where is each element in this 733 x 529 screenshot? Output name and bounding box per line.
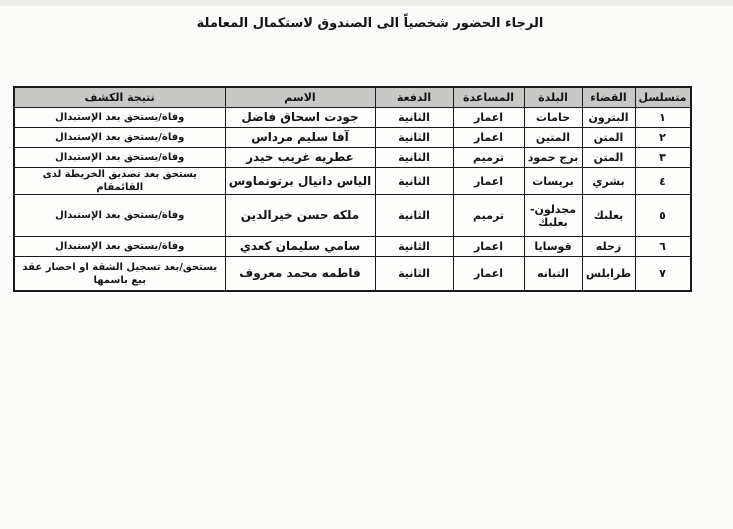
header-district: القضاء: [582, 87, 635, 108]
cell-name: سامي سليمان كعدي: [225, 237, 375, 257]
table-row: [14, 237, 691, 257]
cell-serial: ٧: [635, 257, 691, 292]
cell-aid-type: اعمار: [453, 168, 524, 195]
cell-district: بعلبك: [582, 195, 635, 237]
cell-aid-type: اعمار: [453, 108, 524, 128]
header-batch: الدفعة: [375, 87, 453, 108]
cell-town: قوسايا: [524, 237, 582, 257]
document-title: الرجاء الحضور شخصياً الى الصندوق لاستكمال المعاملة: [196, 16, 544, 31]
cell-name: آفا سليم مرداس: [225, 128, 375, 148]
header-name: الاسم: [225, 87, 375, 108]
cell-district: طرابلس: [582, 257, 635, 292]
cell-serial: ٥: [635, 195, 691, 237]
cell-name: ملكه حسن خيرالدين: [225, 195, 375, 237]
cell-result: وفاة/يستحق بعد الإستبدال: [14, 148, 225, 168]
header-result: نتيجة الكشف: [14, 87, 225, 108]
cell-serial: ٤: [635, 168, 691, 195]
cell-town: المتين: [524, 128, 582, 148]
cell-result: وفاة/يستحق بعد الإستبدال: [14, 108, 225, 128]
cell-result: يستحق/بعد تسجيل الشقة او احضار عقد بيع باسمها: [14, 257, 225, 292]
results-table: [13, 86, 692, 292]
cell-town: برج حمود: [524, 148, 582, 168]
cell-aid-type: ترميم: [453, 148, 524, 168]
cell-town: حامات: [524, 108, 582, 128]
cell-town: التبانه: [524, 257, 582, 292]
table-row: [14, 148, 691, 168]
header-town: البلدة: [524, 87, 582, 108]
table-row: [14, 128, 691, 148]
table-row: [14, 257, 691, 292]
table-row: [14, 195, 691, 237]
cell-name: عطريه غريب حيدر: [225, 148, 375, 168]
cell-result: وفاة/يستحق بعد الإستبدال: [14, 237, 225, 257]
header-serial: متسلسل: [635, 87, 691, 108]
cell-result: يستحق بعد تصديق الخريطة لدى القائمقام: [14, 168, 225, 195]
cell-batch: الثانية: [375, 168, 453, 195]
table-row: [14, 168, 691, 195]
cell-aid-type: اعمار: [453, 257, 524, 292]
cell-town: مجدلون- بعلبك: [524, 195, 582, 237]
cell-serial: ١: [635, 108, 691, 128]
cell-town: بريسات: [524, 168, 582, 195]
cell-district: المتن: [582, 128, 635, 148]
cell-district: بشري: [582, 168, 635, 195]
table-header-row: [14, 87, 691, 108]
cell-district: زحله: [582, 237, 635, 257]
cell-batch: الثانية: [375, 257, 453, 292]
cell-district: المتن: [582, 148, 635, 168]
cell-district: البترون: [582, 108, 635, 128]
cell-batch: الثانية: [375, 128, 453, 148]
cell-batch: الثانية: [375, 148, 453, 168]
cell-name: الياس دانيال برتونماوس: [225, 168, 375, 195]
cell-aid-type: ترميم: [453, 195, 524, 237]
cell-result: وفاة/يستحق بعد الإستبدال: [14, 195, 225, 237]
cell-serial: ٦: [635, 237, 691, 257]
table-row: [14, 108, 691, 128]
cell-aid-type: اعمار: [453, 237, 524, 257]
cell-serial: ٣: [635, 148, 691, 168]
cell-batch: الثانية: [375, 108, 453, 128]
cell-result: وفاة/يستحق بعد الإستبدال: [14, 128, 225, 148]
cell-batch: الثانية: [375, 237, 453, 257]
cell-name: جودت اسحاق فاضل: [225, 108, 375, 128]
scan-top-edge: [0, 0, 733, 6]
cell-aid-type: اعمار: [453, 128, 524, 148]
header-aid-type: المساعدة: [453, 87, 524, 108]
cell-serial: ٢: [635, 128, 691, 148]
cell-batch: الثانية: [375, 195, 453, 237]
cell-name: فاطمه محمد معروف: [225, 257, 375, 292]
